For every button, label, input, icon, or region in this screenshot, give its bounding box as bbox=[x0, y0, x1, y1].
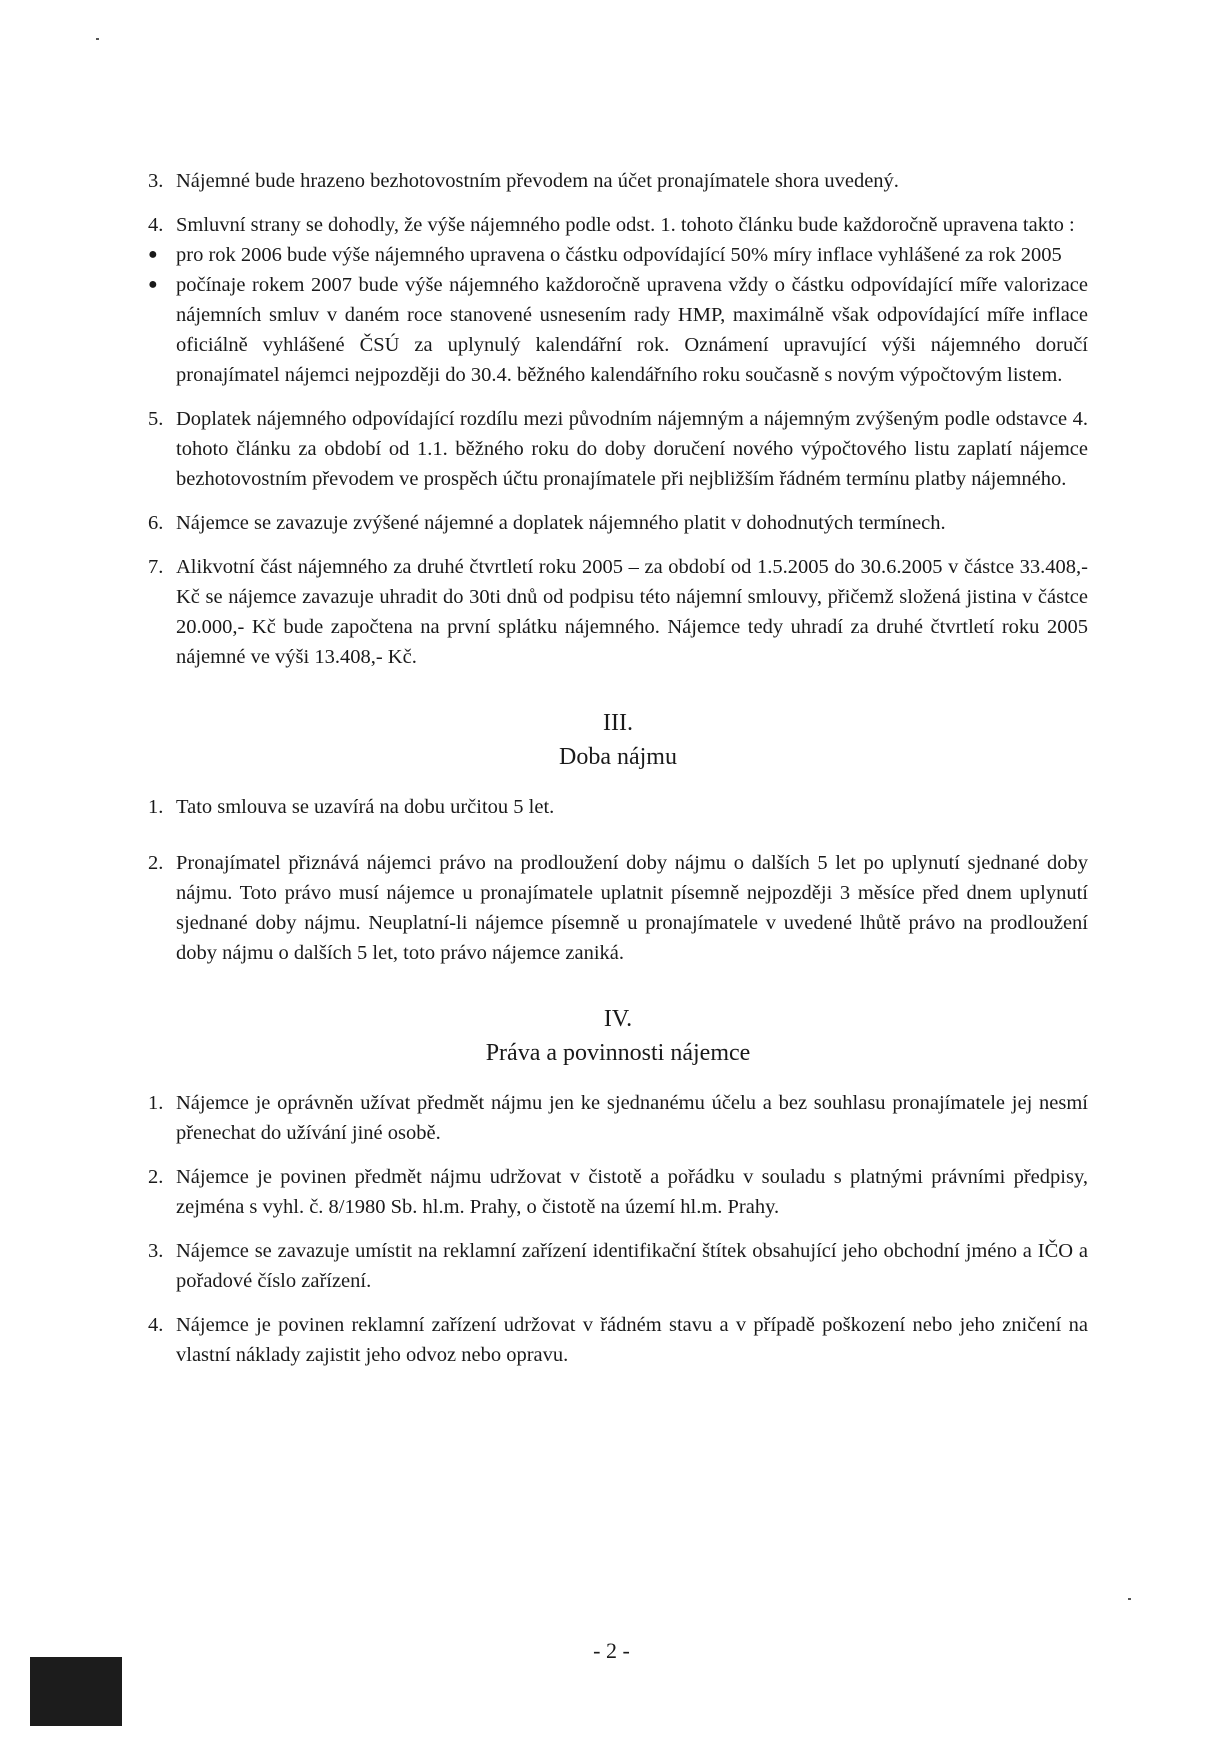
bullet-item bbox=[148, 240, 1088, 270]
bullet-item bbox=[148, 270, 1088, 390]
paragraph-text: Nájemce je povinen reklamní zařízení udržovat v řádném stavu a v případě poškození nebo jeho zničení na vlastní náklady zajistit jeho odvoz nebo opravu. bbox=[176, 1314, 1088, 1366]
paragraph-5 bbox=[148, 404, 1088, 494]
paragraph-6 bbox=[148, 508, 1088, 538]
paragraph-3 bbox=[148, 1236, 1088, 1296]
paragraph-4 bbox=[148, 210, 1088, 240]
paragraph-number: 4. bbox=[148, 1314, 164, 1336]
paragraph-text: Nájemce je povinen předmět nájmu udržovat v čistotě a pořádku v souladu s platnými právními předpisy, zejména s vyhl. č. 8/1980 Sb. hl.m. Prahy, o čistotě na území hl.m. Prahy. bbox=[176, 1166, 1088, 1218]
bullet-icon: ● bbox=[148, 246, 158, 263]
section-number: IV. bbox=[603, 1006, 633, 1032]
paragraph-text: Nájemce je oprávněn užívat předmět nájmu jen ke sjednanému účelu a bez souhlasu pronajímatele jej nesmí přenechat do užívání jiné osobě. bbox=[176, 1092, 1088, 1144]
paragraph-text: Doplatek nájemného odpovídající rozdílu mezi původním nájemným a nájemným zvýšeným podle odstavce 4. tohoto článku za období od 1.1. běžného roku do doby doručení nového výpočtového listu zaplatí nájemce bezhotovostním převodem ve prospěch účtu pronajímatele při nejbližším řádném termínu platby nájemného. bbox=[176, 408, 1088, 490]
paragraph-1 bbox=[148, 1088, 1088, 1148]
paragraph-number: 4. bbox=[148, 214, 164, 236]
paragraph-2 bbox=[148, 848, 1088, 968]
scan-speck bbox=[1128, 1598, 1131, 1600]
bullet-text: počínaje rokem 2007 bude výše nájemného každoročně upravena vždy o částku odpovídající míře valorizace nájemních smluv v daném roce stanovené usnesením rady HMP, maximálně však odpovídající míře inflace oficiálně vyhlášené ČSÚ za uplynulý kalendářní rok. Oznámení upravující výši nájemného doručí pronajímatel nájemci nejpozději do 30.4. běžného kalendářního roku současně s novým výpočtovým listem. bbox=[176, 274, 1088, 386]
paragraph-number: 5. bbox=[148, 408, 164, 430]
bullet-text: pro rok 2006 bude výše nájemného upravena o částku odpovídající 50% míry inflace vyhlášené za rok 2005 bbox=[176, 244, 1062, 266]
paragraph-text: Tato smlouva se uzavírá na dobu určitou 5 let. bbox=[176, 796, 555, 818]
paragraph-text: Nájemce se zavazuje zvýšené nájemné a doplatek nájemného platit v dohodnutých termínech. bbox=[176, 512, 946, 534]
paragraph-number: 1. bbox=[148, 796, 164, 818]
document-body bbox=[148, 166, 1088, 1370]
paragraph-2 bbox=[148, 1162, 1088, 1222]
section-title: Doba nájmu bbox=[559, 744, 677, 770]
paragraph-number: 6. bbox=[148, 512, 164, 534]
section-number: III. bbox=[603, 710, 633, 736]
paragraph-text: Nájemce se zavazuje umístit na reklamní zařízení identifikační štítek obsahující jeho obchodní jméno a IČO a pořadové číslo zařízení. bbox=[176, 1240, 1088, 1292]
redaction-block bbox=[30, 1657, 122, 1726]
paragraph-text: Nájemné bude hrazeno bezhotovostním převodem na účet pronajímatele shora uvedený. bbox=[176, 170, 899, 192]
paragraph-text: Alikvotní část nájemného za druhé čtvrtletí roku 2005 – za období od 1.5.2005 do 30.6.2005 v částce 33.408,- Kč se nájemce zavazuje uhradit do 30ti dnů od podpisu této nájemní smlouvy, přičemž složená jistina v částce 20.000,- Kč bude započtena na první splátku nájemného. Nájemce tedy uhradí za druhé čtvrtletí roku 2005 nájemné ve výši 13.408,- Kč. bbox=[176, 556, 1088, 668]
paragraph-number: 2. bbox=[148, 1166, 164, 1188]
paragraph-text: Smluvní strany se dohodly, že výše nájemného podle odst. 1. tohoto článku bude každoročně upravena takto : bbox=[176, 214, 1075, 236]
page-number: - 2 - bbox=[593, 1638, 630, 1663]
paragraph-3 bbox=[148, 166, 1088, 196]
paragraph-text: Pronajímatel přiznává nájemci právo na prodloužení doby nájmu o dalších 5 let po uplynutí sjednané doby nájmu. Toto právo musí nájemce u pronajímatele uplatnit písemně nejpozději 3 měsíce před dnem uplynutí sjednané doby nájmu. Neuplatní-li nájemce písemně u pronajímatele v uvedené lhůtě právo na prodloužení doby nájmu o dalších 5 let, toto právo nájemce zaniká. bbox=[176, 852, 1088, 964]
paragraph-number: 3. bbox=[148, 1240, 164, 1262]
paragraph-number: 2. bbox=[148, 852, 164, 874]
paragraph-7 bbox=[148, 552, 1088, 672]
paragraph-1 bbox=[148, 792, 1088, 822]
paragraph-4 bbox=[148, 1310, 1088, 1370]
bullet-icon: ● bbox=[148, 276, 158, 293]
paragraph-number: 7. bbox=[148, 556, 164, 578]
section-title: Práva a povinnosti nájemce bbox=[485, 1040, 751, 1066]
scan-speck bbox=[96, 38, 99, 40]
paragraph-number: 3. bbox=[148, 170, 164, 192]
paragraph-number: 1. bbox=[148, 1092, 164, 1114]
